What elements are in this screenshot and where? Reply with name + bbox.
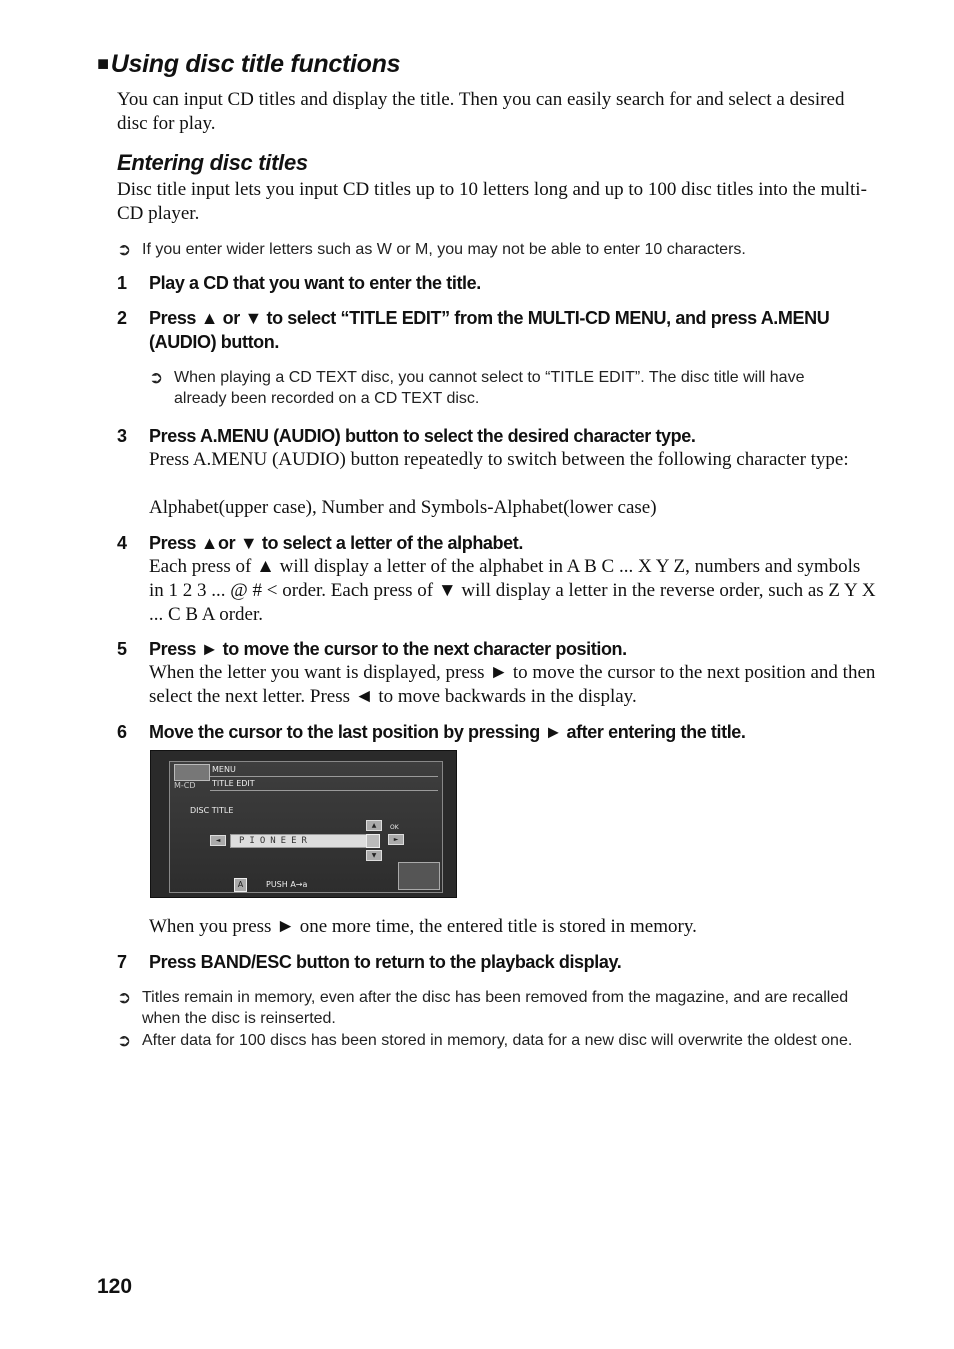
subsection-heading: Entering disc titles (117, 150, 308, 175)
step-label: Press A.MENU (AUDIO) button to select the desired character type. (149, 426, 696, 446)
page-number: 120 (97, 1275, 133, 1298)
section-title: Using disc title functions (110, 50, 401, 78)
note-memory (117, 987, 877, 1029)
screen-sub-bar (210, 778, 438, 791)
step-4-body: Each press of ▲ will display a letter of the alphabet in A B C ... X Y Z, numbers and symbols in 1 2 3 ... @ # < order. Each press of ▼ will display a letter in the reverse order, such as Z Y X ... C B A order. (149, 556, 876, 625)
step-4 (117, 531, 877, 555)
screen-menu-bar (210, 764, 438, 777)
step-number: 5 (117, 639, 127, 659)
step-3-body: Press A.MENU (AUDIO) button repeatedly to switch between the following character type: (149, 449, 849, 470)
step-number: 6 (117, 722, 127, 742)
step-6 (117, 720, 877, 744)
screen-panel (169, 761, 443, 893)
step-label: Press ▲or ▼ to select a letter of the alphabet. (149, 533, 523, 553)
step-7 (117, 950, 877, 974)
note-text: After data for 100 discs has been stored in memory, data for a new disc will overwrite the oldest one. (142, 1032, 853, 1049)
step-6-after: When you press ► one more time, the entered title is stored in memory. (149, 916, 697, 937)
screen-up-button[interactable]: ▲ (366, 820, 382, 831)
step-number: 7 (117, 952, 127, 972)
title-edit-screen (150, 750, 457, 898)
step-number: 3 (117, 426, 127, 446)
note-arrow-icon: ➲ (117, 988, 132, 1007)
step-3 (117, 424, 877, 448)
step-number: 2 (117, 308, 127, 328)
screen-menu-text: MENU (212, 765, 236, 774)
screen-sub-text: TITLE EDIT (212, 779, 255, 788)
step-label: Press ▲ or ▼ to select “TITLE EDIT” from the MULTI-CD MENU, and press A.MENU (AUDIO) button. (149, 308, 830, 352)
note-overwrite (117, 1030, 877, 1051)
subsection-intro: Disc title input lets you input CD titles up to 10 letters long and up to 100 disc titles into the multi-CD player. (117, 179, 867, 224)
step-1 (117, 271, 877, 295)
section-heading (97, 50, 400, 79)
screen-mode: M-CD (174, 781, 196, 790)
note-text: If you enter wider letters such as W or M, you may not be able to enter 10 characters. (142, 241, 746, 258)
step-5 (117, 637, 877, 661)
note-wide-letters (117, 239, 877, 260)
step-label: Press ► to move the cursor to the next character position. (149, 639, 627, 659)
screen-field-label: DISC TITLE (190, 806, 234, 815)
step-label: Play a CD that you want to enter the title. (149, 273, 481, 293)
note-cd-text (149, 367, 859, 409)
screen-ok-label: OK (390, 824, 399, 831)
step-5-body: When the letter you want is displayed, press ► to move the cursor to the next position and then select the next letter. Press ◄ to move backwards in the display. (149, 662, 876, 707)
screen-title-field: PIONEER (230, 834, 374, 848)
intro-paragraph: You can input CD titles and display the title. Then you can easily search for and select a desired disc for play. (117, 89, 845, 134)
screen-cursor (366, 834, 380, 848)
step-2 (117, 306, 877, 354)
section-square-icon: ■ (97, 53, 109, 75)
screen-left-button[interactable]: ◄ (210, 835, 226, 846)
note-arrow-icon: ➲ (149, 368, 164, 387)
note-arrow-icon: ➲ (117, 1031, 132, 1050)
step-label: Move the cursor to the last position by pressing ► after entering the title. (149, 722, 746, 742)
screen-push-text: PUSH A→a (266, 880, 308, 889)
screen-down-button[interactable]: ▼ (366, 850, 382, 861)
note-text: When playing a CD TEXT disc, you cannot select to “TITLE EDIT”. The disc title will have already been recorded on a CD TEXT disc. (174, 369, 805, 407)
disc-logo-icon (174, 764, 210, 781)
note-arrow-icon: ➲ (117, 240, 132, 259)
screen-char-type: A (234, 878, 247, 892)
step-number: 1 (117, 273, 127, 293)
step-label: Press BAND/ESC button to return to the playback display. (149, 952, 622, 972)
screen-right-button[interactable]: ► (388, 834, 404, 845)
step-number: 4 (117, 533, 127, 553)
note-text: Titles remain in memory, even after the disc has been removed from the magazine, and are recalled when the disc is reinserted. (142, 989, 849, 1027)
step-3-types: Alphabet(upper case), Number and Symbols-Alphabet(lower case) (149, 497, 657, 518)
screen-joystick-icon (398, 862, 440, 890)
